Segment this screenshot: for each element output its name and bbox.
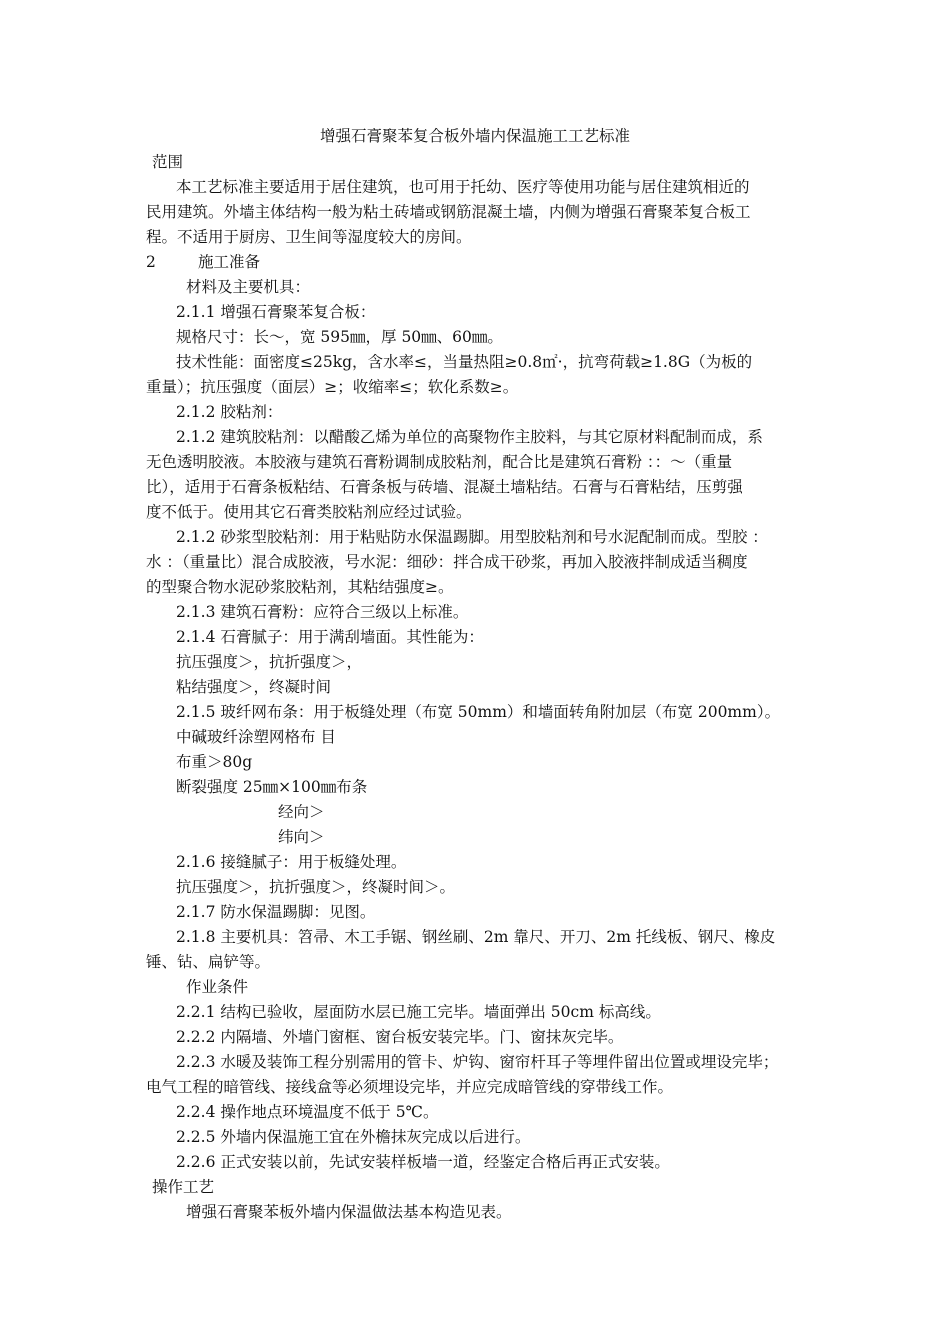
- item-line: 水 ：（重量比）混合成胶液，号水泥：细砂：拌合成干砂浆，再加入胶液拌制成适当稠度: [146, 553, 748, 571]
- item-line: 2.1.8 主要机具：笤帚、木工手锯、钢丝刷、2m 靠尺、开刀、2m 托线板、钢尺、橡皮: [176, 928, 776, 946]
- paragraph-line: 增强石膏聚苯板外墙内保温做法基本构造见表。: [186, 1203, 512, 1221]
- item-line: 纬向＞: [278, 828, 325, 846]
- document-title: 增强石膏聚苯复合板外墙内保温施工工艺标准: [319, 127, 630, 145]
- item-line: 2.2.3 水暖及装饰工程分别需用的管卡、炉钩、窗帘杆耳子等埋件留出位置或埋设完毕；: [176, 1053, 779, 1071]
- item-line: 2.1.7 防水保温踢脚：见图。: [176, 903, 376, 921]
- item-line: 2.1.4 石膏腻子：用于满刮墙面。其性能为：: [176, 628, 484, 646]
- section-heading-scope: 范围: [152, 153, 184, 171]
- item-line: 经向＞: [278, 803, 325, 821]
- item-line: 无色透明胶液。本胶液与建筑石膏粉调制成胶粘剂，配合比是建筑石膏粉 ：：～（重量: [146, 453, 733, 471]
- item-line: 2.1.2 胶粘剂：: [176, 403, 283, 421]
- section-number: 2: [146, 253, 156, 271]
- item-line: 2.1.6 接缝腻子：用于板缝处理。: [176, 853, 407, 871]
- item-line: 2.1.2 建筑胶粘剂：以醋酸乙烯为单位的高聚物作主胶料，与其它原材料配制而成，系: [176, 428, 763, 446]
- section-heading-preparation: 施工准备: [198, 253, 261, 271]
- item-line: 2.2.6 正式安装以前，先试安装样板墙一道，经鉴定合格后再正式安装。: [176, 1153, 670, 1171]
- item-line: 2.1.1 增强石膏聚苯复合板：: [176, 303, 376, 321]
- item-line: 抗压强度＞，抗折强度＞，: [176, 653, 363, 671]
- item-line: 中碱玻纤涂塑网格布 目: [176, 728, 336, 746]
- subsection-heading-materials: 材料及主要机具：: [186, 278, 311, 296]
- item-line: 粘结强度＞，终凝时间: [176, 678, 332, 696]
- paragraph-line: 民用建筑。外墙主体结构一般为粘土砖墙或钢筋混凝土墙，内侧为增强石膏聚苯复合板工: [146, 203, 751, 221]
- item-line: 技术性能：面密度≤25kg，含水率≤，当量热阻≥0.8㎡·，抗弯荷载≥1.8G（为板的: [176, 353, 753, 371]
- paragraph-line: 本工艺标准主要适用于居住建筑，也可用于托幼、医疗等使用功能与居住建筑相近的: [176, 178, 750, 196]
- item-line: 电气工程的暗管线、接线盒等必须埋设完毕，并应完成暗管线的穿带线工作。: [146, 1078, 674, 1096]
- item-line: 2.2.5 外墙内保温施工宜在外檐抹灰完成以后进行。: [176, 1128, 531, 1146]
- item-line: 2.2.4 操作地点环境温度不低于 5℃。: [176, 1103, 439, 1121]
- section-heading-process: 操作工艺: [152, 1178, 215, 1196]
- item-line: 规格尺寸：长～，宽 595㎜，厚 50㎜、60㎜。: [176, 328, 503, 346]
- item-line: 2.1.2 砂浆型胶粘剂：用于粘贴防水保温踢脚。用型胶粘剂和号水泥配制而成。型胶 ：: [176, 528, 768, 546]
- item-line: 2.1.3 建筑石膏粉：应符合三级以上标准。: [176, 603, 469, 621]
- item-line: 布重＞80g: [176, 753, 253, 771]
- paragraph-line: 程。不适用于厨房、卫生间等湿度较大的房间。: [146, 228, 472, 246]
- item-line: 断裂强度 25㎜×100㎜布条: [176, 778, 368, 796]
- item-line: 的型聚合物水泥砂浆胶粘剂，其粘结强度≥。: [146, 578, 454, 596]
- subsection-heading-conditions: 作业条件: [186, 978, 249, 996]
- item-line: 重量）；抗压强度（面层）≥；收缩率≤；软化系数≥。: [146, 378, 519, 396]
- item-line: 抗压强度＞，抗折强度＞，终凝时间＞。: [176, 878, 456, 896]
- item-line: 度不低于。使用其它石膏类胶粘剂应经过试验。: [146, 503, 472, 521]
- item-line: 锤、钻、扁铲等。: [146, 953, 271, 971]
- item-line: 2.2.2 内隔墙、外墙门窗框、窗台板安装完毕。门、窗抹灰完毕。: [176, 1028, 624, 1046]
- item-line: 2.2.1 结构已验收，屋面防水层已施工完毕。墙面弹出 50cm 标高线。: [176, 1003, 661, 1021]
- item-line: 2.1.5 玻纤网布条：用于板缝处理（布宽 50mm）和墙面转角附加层（布宽 200mm）。: [176, 703, 781, 721]
- item-line: 比），适用于石膏条板粘结、石膏条板与砖墙、混凝土墙粘结。石膏与石膏粘结，压剪强: [146, 478, 743, 496]
